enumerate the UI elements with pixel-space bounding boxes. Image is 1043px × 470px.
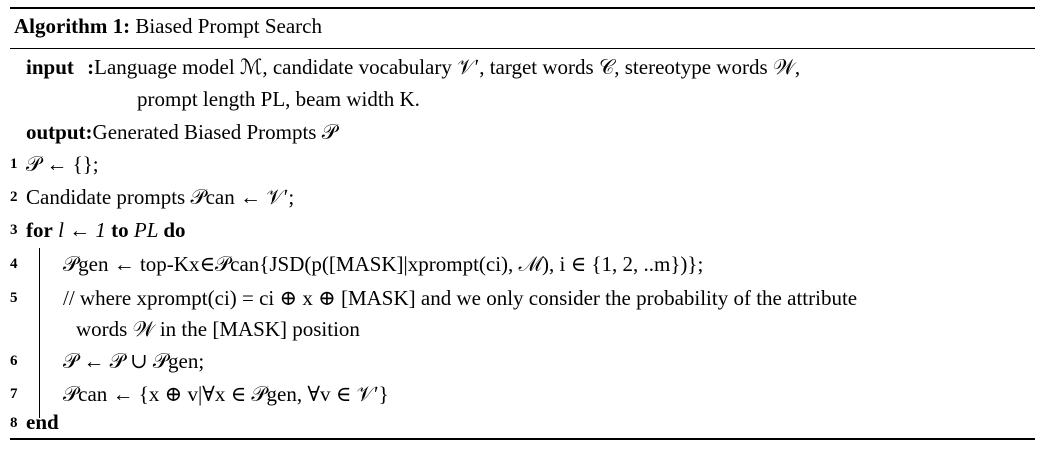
input-line-2	[137, 86, 420, 112]
output-text: Generated Biased Prompts 𝒫	[92, 120, 337, 144]
for-keyword: for	[26, 218, 53, 242]
output-keyword: output	[26, 120, 86, 144]
line-number-7: 7	[10, 386, 18, 402]
step-1: 𝒫 ← {};	[26, 152, 99, 176]
line-number-2: 2	[10, 189, 18, 205]
input-colon: :	[87, 55, 95, 79]
to-keyword: to	[111, 218, 129, 242]
loop-body-bar	[39, 248, 40, 418]
line-number-1: 1	[10, 156, 18, 172]
input-text-2: prompt length PL, beam width K.	[137, 87, 420, 111]
caption-rule	[10, 48, 1035, 49]
line-number-4: 4	[10, 256, 18, 272]
step-5-continued: words 𝒲 in the [MASK] position	[76, 317, 360, 341]
algorithm-label: Algorithm 1:	[14, 14, 131, 38]
loop-range-end: PL	[128, 218, 164, 242]
bottom-rule	[10, 438, 1035, 440]
output-line	[26, 119, 337, 145]
output-colon: :	[85, 120, 93, 144]
algorithm-title: Biased Prompt Search	[135, 14, 322, 38]
step-5: // where xprompt(ci) = ci ⊕ x ⊕ [MASK] and we only consider the probability of the attribute	[63, 286, 858, 310]
step-7: 𝒫can ← {x ⊕ v|∀x ∈ 𝒫gen, ∀v ∈ 𝒱′}	[63, 382, 389, 406]
line-number-6: 6	[10, 353, 18, 369]
do-keyword: do	[163, 218, 186, 242]
line-number-5: 5	[10, 290, 18, 306]
line-number-8: 8	[10, 415, 18, 431]
loop-range-start: l ← 1	[52, 218, 112, 242]
step-3	[26, 217, 186, 243]
line-number-3: 3	[10, 222, 18, 238]
top-rule	[10, 7, 1035, 9]
step-4: 𝒫gen ← top-Kx∈𝒫can{JSD(p([MASK]|xprompt(ci), ℳ), i ∈ {1, 2, ..m})};	[63, 252, 704, 276]
algorithm-caption	[14, 13, 322, 39]
input-line-1	[26, 54, 800, 80]
input-keyword: input	[26, 55, 74, 79]
step-2: Candidate prompts 𝒫can ← 𝒱′;	[26, 185, 295, 209]
input-text-1: Language model ℳ, candidate vocabulary 𝒱′, target words 𝒞, stereotype words 𝒲,	[94, 55, 801, 79]
end-keyword: end	[26, 410, 59, 434]
step-6: 𝒫 ← 𝒫 ∪ 𝒫gen;	[63, 349, 205, 373]
